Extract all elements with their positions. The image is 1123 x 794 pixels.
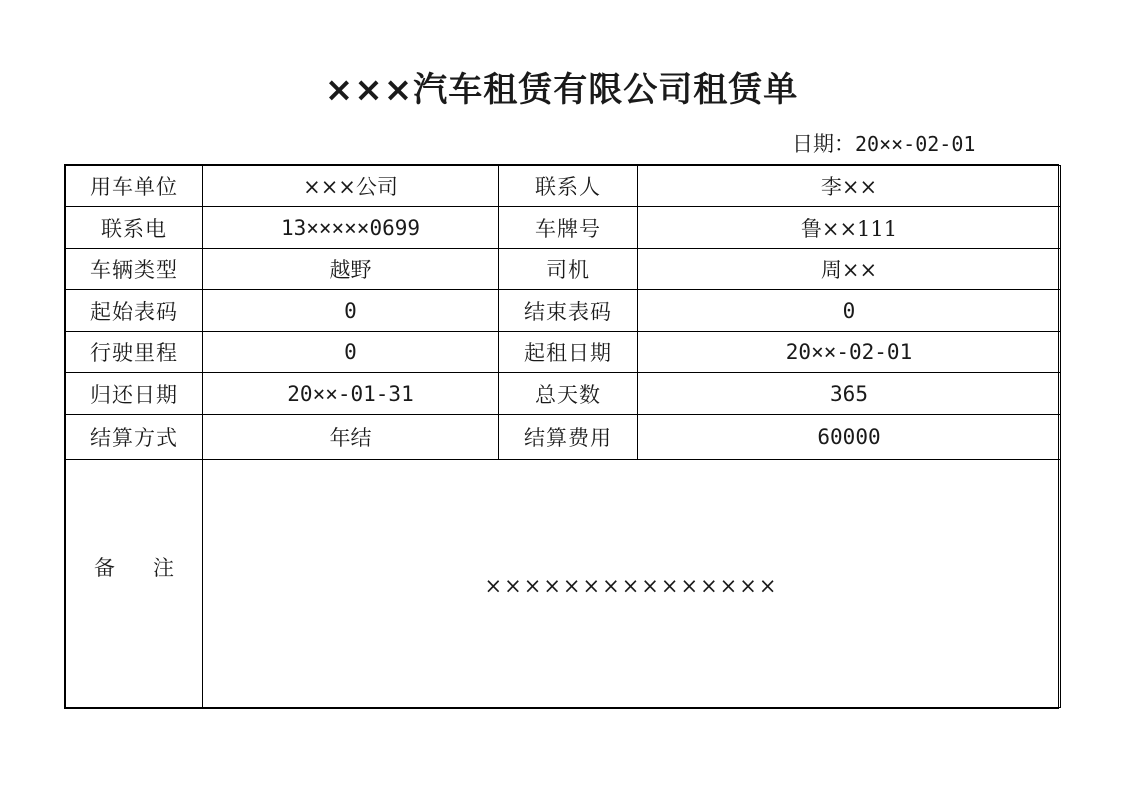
cell-value: 李××	[638, 166, 1061, 207]
remarks-row	[66, 460, 1061, 708]
table-row	[66, 332, 1061, 373]
cell-label: 联系人	[499, 166, 638, 207]
cell-label: 起始表码	[66, 290, 203, 332]
cell-value: 0	[203, 290, 499, 332]
cell-value: 20××-01-31	[203, 373, 499, 415]
table-row	[66, 373, 1061, 415]
cell-label: 起租日期	[499, 332, 638, 373]
cell-value: 365	[638, 373, 1061, 415]
date-line	[792, 128, 975, 158]
cell-label: 总天数	[499, 373, 638, 415]
table-row	[66, 166, 1061, 207]
cell-value: 60000	[638, 415, 1061, 460]
remarks-label-part1: 备	[94, 555, 115, 580]
cell-value: ×××公司	[203, 166, 499, 207]
cell-label: 车辆类型	[66, 249, 203, 290]
date-label: 日期：	[792, 132, 855, 156]
cell-label: 结算费用	[499, 415, 638, 460]
cell-value: 13×××××0699	[203, 207, 499, 249]
cell-label: 结束表码	[499, 290, 638, 332]
table-row	[66, 249, 1061, 290]
cell-label: 联系电	[66, 207, 203, 249]
cell-label: 行驶里程	[66, 332, 203, 373]
remarks-label-part2: 注	[153, 555, 174, 580]
cell-label: 用车单位	[66, 166, 203, 207]
cell-value: 20××-02-01	[638, 332, 1061, 373]
table-row	[66, 207, 1061, 249]
cell-value: 0	[203, 332, 499, 373]
remarks-value: ×××××××××××××××	[203, 460, 1061, 708]
table-row	[66, 290, 1061, 332]
cell-value: 周××	[638, 249, 1061, 290]
cell-value: 鲁××111	[638, 207, 1061, 249]
cell-value: 年结	[203, 415, 499, 460]
date-value: 20××-02-01	[855, 132, 976, 156]
cell-value: 越野	[203, 249, 499, 290]
cell-value: 0	[638, 290, 1061, 332]
remarks-label	[66, 460, 203, 708]
rental-form-table	[64, 164, 1059, 709]
cell-label: 司机	[499, 249, 638, 290]
document-title: ×××汽车租赁有限公司租赁单	[324, 70, 799, 110]
cell-label: 车牌号	[499, 207, 638, 249]
cell-label: 结算方式	[66, 415, 203, 460]
cell-label: 归还日期	[66, 373, 203, 415]
table-row	[66, 415, 1061, 460]
